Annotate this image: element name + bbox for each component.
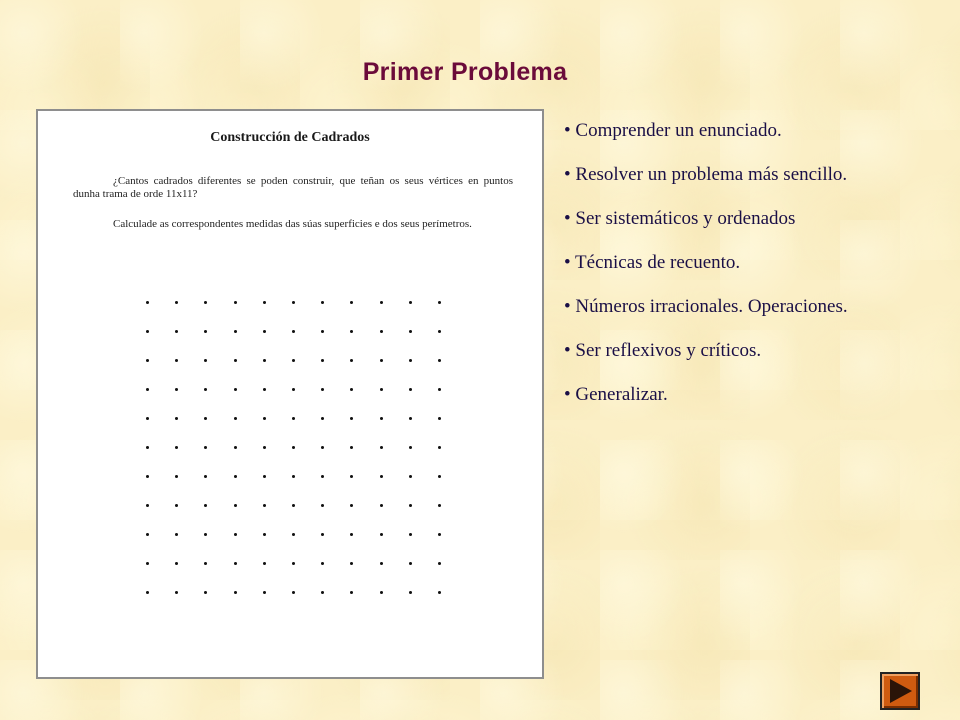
grid-dot (321, 475, 324, 478)
grid-dot (321, 330, 324, 333)
grid-dot (234, 417, 237, 420)
grid-dot (146, 562, 149, 565)
grid-dot (292, 359, 295, 362)
grid-dot (263, 475, 266, 478)
grid-dot (234, 562, 237, 565)
grid-dot (175, 475, 178, 478)
grid-dot (292, 504, 295, 507)
grid-dot (438, 359, 441, 362)
grid-dot (234, 359, 237, 362)
grid-dot (350, 417, 353, 420)
objectives-list (564, 118, 848, 426)
objective-item: • Números irracionales. Operaciones. (564, 296, 848, 317)
grid-dot (409, 504, 412, 507)
grid-dot (204, 591, 207, 594)
grid-dot (263, 562, 266, 565)
grid-dot (175, 446, 178, 449)
grid-dot (438, 446, 441, 449)
grid-dot (204, 330, 207, 333)
grid-dot (175, 591, 178, 594)
grid-dot (204, 359, 207, 362)
grid-dot (380, 446, 383, 449)
grid-dot (292, 562, 295, 565)
grid-dot (321, 417, 324, 420)
grid-dot (380, 301, 383, 304)
grid-dot (321, 504, 324, 507)
grid-dot (350, 446, 353, 449)
grid-dot (263, 359, 266, 362)
grid-dot (350, 301, 353, 304)
grid-dot (380, 591, 383, 594)
grid-dot (263, 417, 266, 420)
grid-dot (234, 504, 237, 507)
grid-dot (321, 591, 324, 594)
grid-dot (321, 446, 324, 449)
grid-dot (234, 330, 237, 333)
grid-dot (409, 591, 412, 594)
grid-dot (321, 562, 324, 565)
grid-dot (204, 475, 207, 478)
objective-item: • Ser sistemáticos y ordenados (564, 208, 796, 229)
grid-dot (234, 301, 237, 304)
grid-dot (175, 388, 178, 391)
grid-dot (321, 301, 324, 304)
grid-dot (292, 533, 295, 536)
objective-item: • Ser reflexivos y críticos. (564, 340, 762, 361)
objective-item: • Comprender un enunciado. (564, 120, 782, 141)
grid-dot (146, 359, 149, 362)
grid-dot (350, 504, 353, 507)
grid-dot (380, 533, 383, 536)
grid-dot (409, 562, 412, 565)
grid-dot (292, 301, 295, 304)
grid-dot (175, 562, 178, 565)
grid-dot (409, 475, 412, 478)
grid-dot (380, 359, 383, 362)
grid-dot (146, 533, 149, 536)
grid-dot (350, 359, 353, 362)
grid-dot (146, 504, 149, 507)
grid-dot (175, 417, 178, 420)
slide-title: Primer Problema (362, 58, 568, 86)
next-slide-button[interactable] (880, 672, 920, 710)
grid-dot (263, 533, 266, 536)
worksheet-title: Construcción de Cadrados (210, 130, 370, 145)
grid-dot (292, 591, 295, 594)
objective-item: • Resolver un problema más sencillo. (564, 164, 848, 185)
grid-dot (438, 388, 441, 391)
grid-dot (380, 562, 383, 565)
grid-dot (409, 359, 412, 362)
grid-dot (234, 446, 237, 449)
grid-dot (146, 591, 149, 594)
grid-dot (204, 504, 207, 507)
grid-dot (204, 533, 207, 536)
grid-dot (146, 446, 149, 449)
grid-dot (204, 417, 207, 420)
grid-dot (380, 475, 383, 478)
grid-dot (175, 533, 178, 536)
grid-dot (263, 388, 266, 391)
grid-dot (438, 417, 441, 420)
grid-dot (146, 301, 149, 304)
grid-dot (350, 330, 353, 333)
grid-dot (292, 388, 295, 391)
next-arrow-icon (882, 674, 918, 708)
grid-dot (146, 417, 149, 420)
grid-dot (234, 388, 237, 391)
grid-dot (263, 504, 266, 507)
grid-dot (204, 446, 207, 449)
grid-dot (409, 446, 412, 449)
grid-dot (321, 388, 324, 391)
grid-dot (175, 504, 178, 507)
grid-dot (321, 359, 324, 362)
grid-dot (438, 591, 441, 594)
grid-dot (350, 533, 353, 536)
grid-dot (234, 475, 237, 478)
grid-dot (263, 591, 266, 594)
grid-dot (175, 301, 178, 304)
grid-dot (380, 330, 383, 333)
grid-dot (321, 533, 324, 536)
grid-dot (409, 330, 412, 333)
grid-dot (409, 388, 412, 391)
grid-dot (350, 591, 353, 594)
grid-dot (380, 388, 383, 391)
grid-dot (234, 591, 237, 594)
grid-dot (292, 475, 295, 478)
grid-dot (175, 330, 178, 333)
grid-dot (350, 562, 353, 565)
grid-dot (204, 388, 207, 391)
grid-dot (263, 301, 266, 304)
grid-dot (146, 475, 149, 478)
grid-dot (438, 533, 441, 536)
grid-dot (175, 359, 178, 362)
grid-dot (204, 562, 207, 565)
worksheet-task: Calculade as correspondentes medidas das súas superficies e dos seus perímetros. (113, 218, 472, 230)
worksheet-image (36, 109, 544, 679)
grid-dot (438, 475, 441, 478)
grid-dot (380, 417, 383, 420)
objective-item: • Técnicas de recuento. (564, 252, 741, 273)
grid-dot (409, 417, 412, 420)
grid-dot (350, 388, 353, 391)
grid-dot (146, 388, 149, 391)
grid-dot (204, 301, 207, 304)
grid-dot (234, 533, 237, 536)
grid-dot (438, 301, 441, 304)
grid-dot (146, 330, 149, 333)
grid-dot (263, 330, 266, 333)
grid-dot (292, 446, 295, 449)
grid-dot (350, 475, 353, 478)
grid-dot (263, 446, 266, 449)
grid-dot (380, 504, 383, 507)
grid-dot (292, 330, 295, 333)
worksheet-question: ¿Cantos cadrados diferentes se poden construir, que teñan os seus vértices en puntos dunha trama de orde 11x11? (73, 175, 513, 200)
grid-dot (292, 417, 295, 420)
grid-dot (409, 533, 412, 536)
grid-dot (409, 301, 412, 304)
grid-dot (438, 330, 441, 333)
objective-item: • Generalizar. (564, 384, 668, 405)
grid-dot (438, 562, 441, 565)
grid-dot (438, 504, 441, 507)
